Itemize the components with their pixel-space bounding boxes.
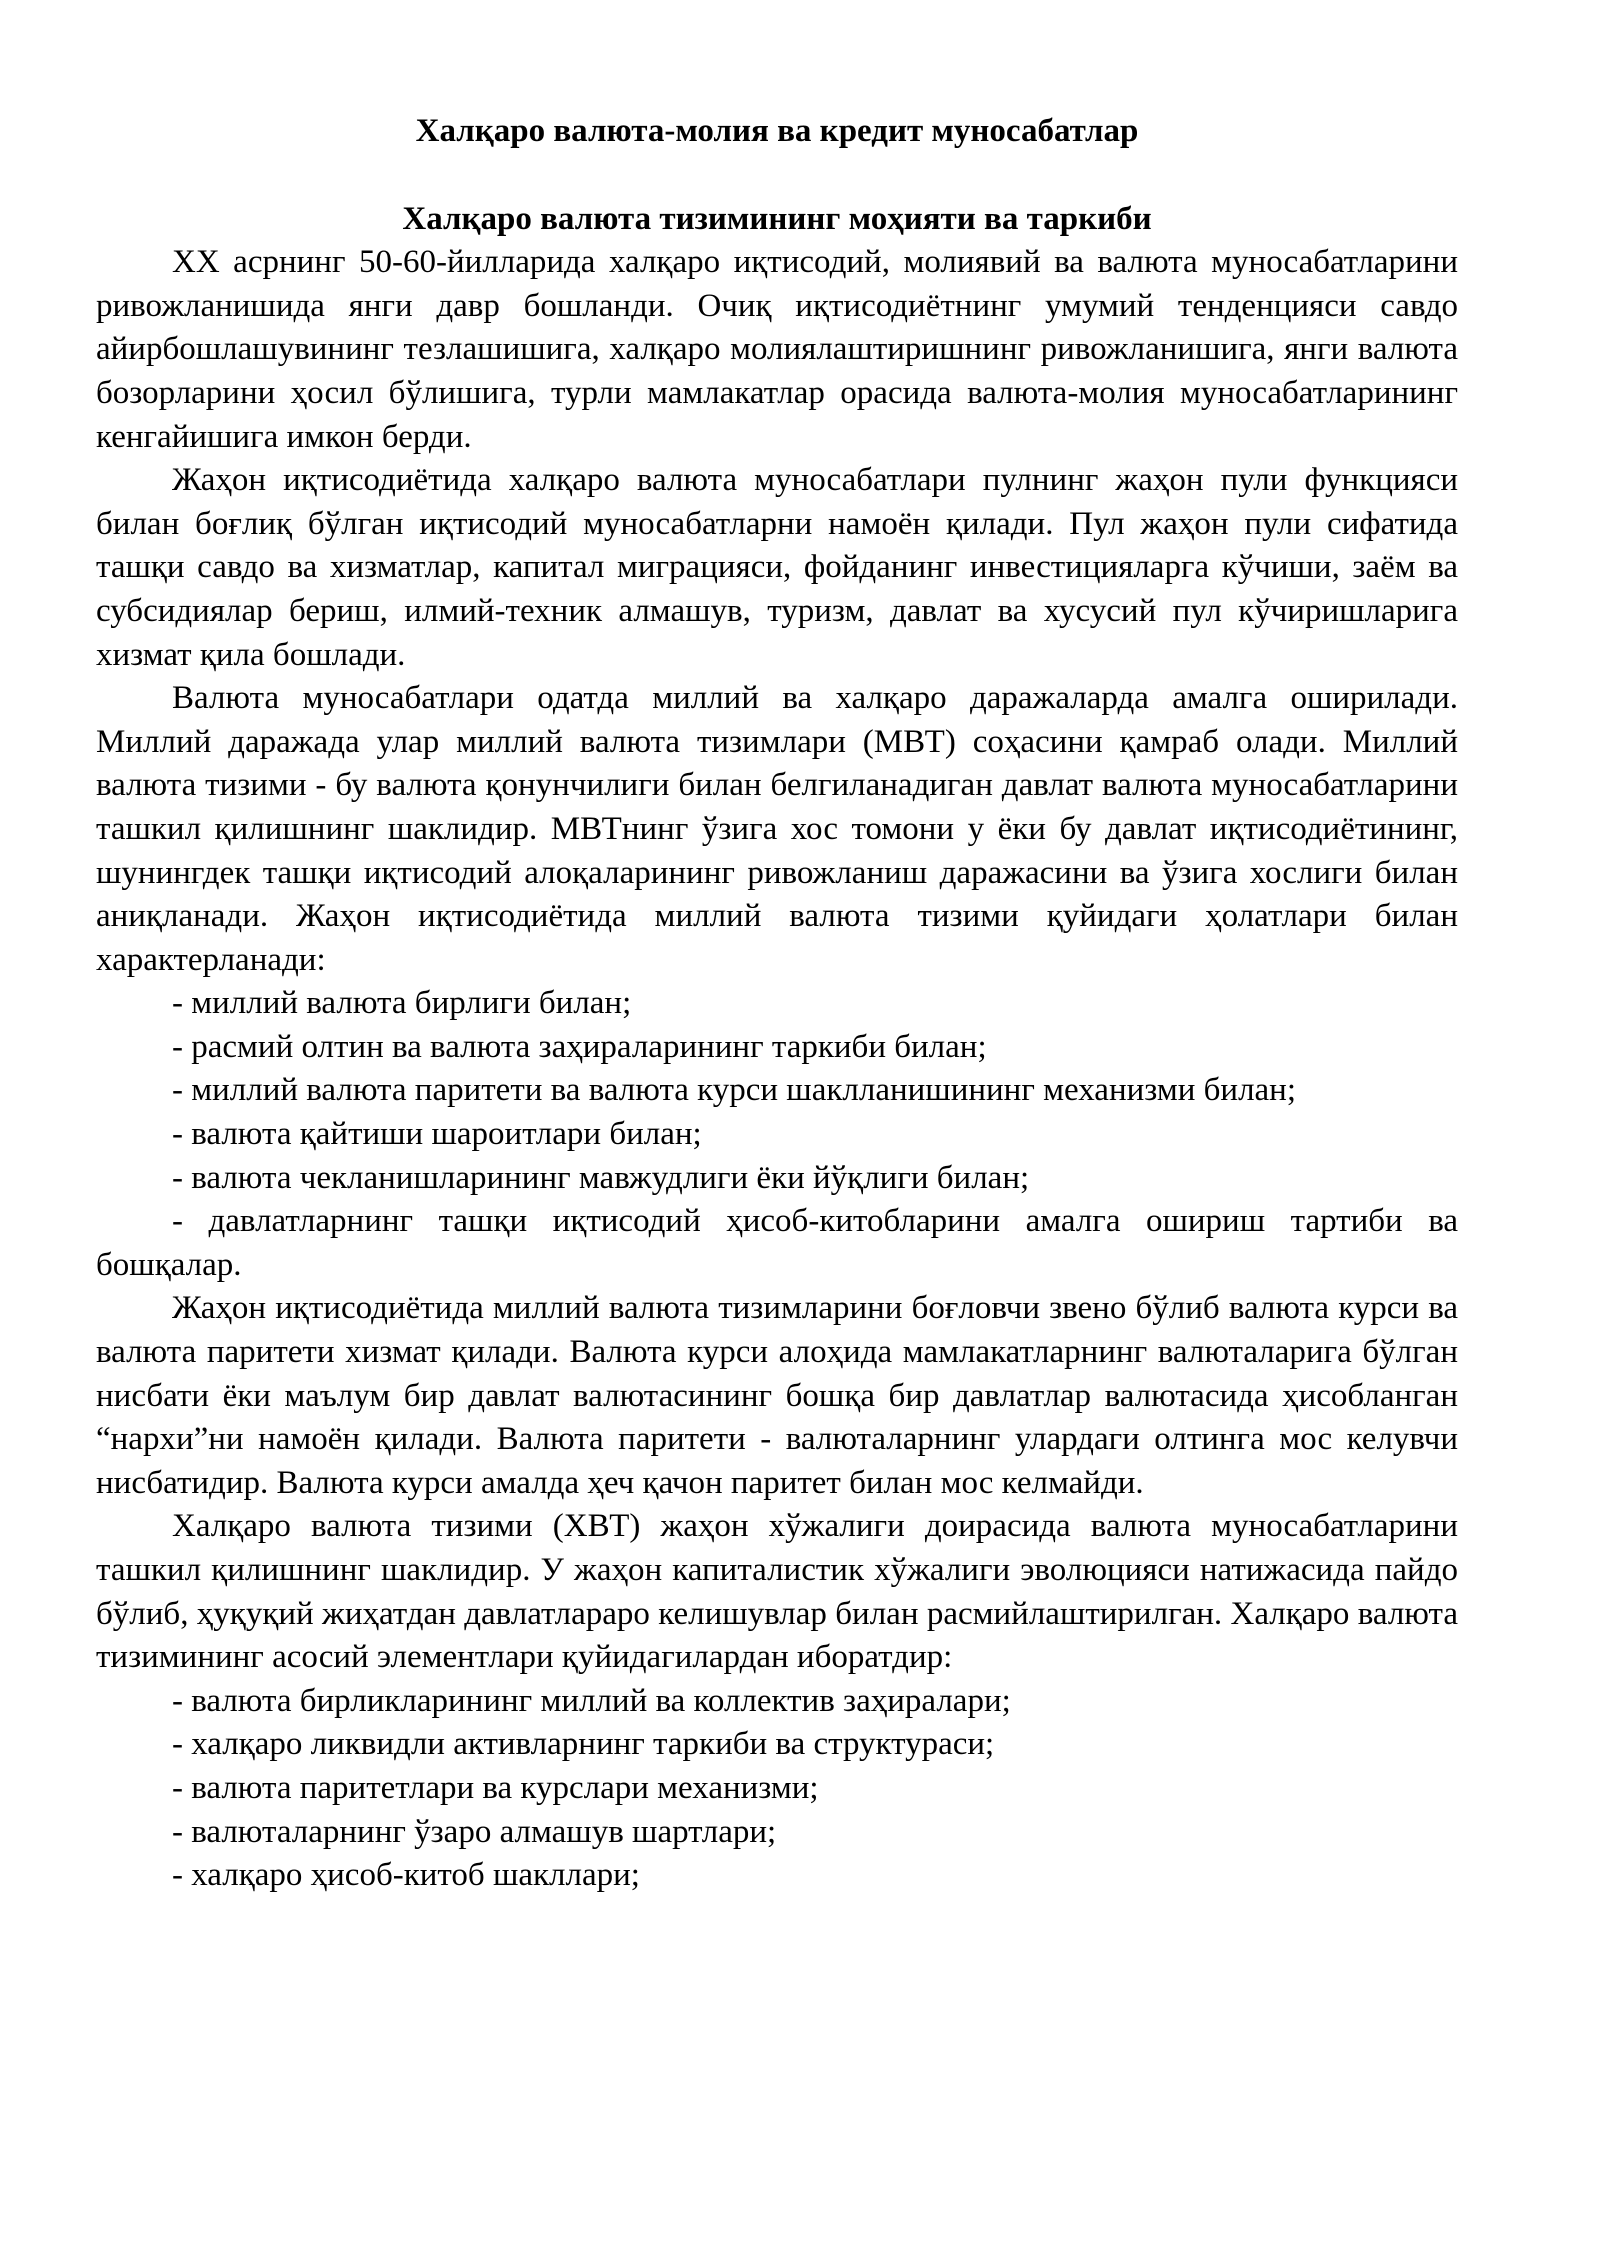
paragraph: XX асрнинг 50-60-йилларида халқаро иқтисодий, молиявий ва валюта муносабатларини ривожланишида янги давр бошланди. Очиқ иқтисодиётнинг умумий тенденцияси савдо айирбошлашувининг тезлашишига, халқаро молиялаштиришнинг ривожланишига, янги валюта бозорларини ҳосил бўлишига, турли мамлакатлар орасида валюта-молия муносабатларининг кенгайишига имкон берди.	[96, 244, 1458, 455]
list-item: - халқаро ҳисоб-китоб шакллари;	[172, 1857, 640, 1894]
list-item: - валюта қайтиши шароитлари билан;	[172, 1116, 702, 1153]
document-body	[96, 110, 1458, 1898]
document-title: Халқаро валюта-молия ва кредит муносабатлар	[415, 113, 1139, 149]
list-item: - валюта чекланишларининг мавжудлиги ёки йўқлиги билан;	[172, 1159, 1030, 1196]
list-item: - расмий олтин ва валюта заҳираларининг таркиби билан;	[172, 1028, 987, 1065]
paragraph: Жаҳон иқтисодиётида миллий валюта тизимларини боғловчи звено бўлиб валюта курси ва валюта паритети хизмат қилади. Валюта курси алоҳида мамлакатларнинг валюталарига бўлган нисбати ёки маълум бир давлат валютасининг бошқа бир давлатлар валютасида ҳисобланган “нархи”ни намоён қилади. Валюта паритети - валюталарнинг улардаги олтинга мос келувчи нисбатидир. Валюта курси амалда ҳеч қачон паритет билан мос келмайди.	[96, 1290, 1458, 1501]
list-item: - валюталарнинг ўзаро алмашув шартлари;	[172, 1813, 777, 1850]
paragraph: Халқаро валюта тизими (ХВТ) жаҳон хўжалиги доирасида валюта муносабатларини ташкил қилишнинг шаклидир. У жаҳон капиталистик хўжалиги эволюцияси натижасида пайдо бўлиб, ҳуқуқий жиҳатдан давлатлараро келишувлар билан расмийлаштирилган. Халқаро валюта тизимининг асосий элементлари қуйидагилардан иборатдир:	[96, 1508, 1458, 1676]
list-item: - давлатларнинг ташқи иқтисодий ҳисоб-китобларини амалга ошириш тартиби ва бошқалар.	[96, 1203, 1458, 1283]
list-item: - миллий валюта бирлиги билан;	[172, 985, 632, 1022]
list-item: - валюта паритетлари ва курслари механизми;	[172, 1769, 819, 1806]
section-title: Халқаро валюта тизимининг моҳияти ва таркиби	[402, 200, 1152, 237]
paragraph: Жаҳон иқтисодиётида халқаро валюта муносабатлари пулнинг жаҳон пули функцияси билан боғлиқ бўлган иқтисодий муносабатларни намоён қилади. Пул жаҳон пули сифатида ташқи савдо ва хизматлар, капитал миграцияси, фойданинг инвестицияларга кўчиши, заём ва субсидиялар бериш, илмий-техник алмашув, туризм, давлат ва хусусий пул кўчиришларига хизмат қила бошлади.	[96, 462, 1458, 673]
paragraph: Валюта муносабатлари одатда миллий ва халқаро даражаларда амалга оширилади. Миллий даражада улар миллий валюта тизимлари (МВТ) соҳасини қамраб олади. Миллий валюта тизими - бу валюта қонунчилиги билан белгиланадиган давлат валюта муносабатларини ташкил қилишнинг шаклидир. МВТнинг ўзига хос томони у ёки бу давлат иқтисодиётининг, шунингдек ташқи иқтисодий алоқаларининг ривожланиш даражасини ва ўзига хослиги билан аниқланади. Жаҳон иқтисодиётида миллий валюта тизими қуйидаги ҳолатлари билан характерланади:	[96, 680, 1458, 978]
list-item: - миллий валюта паритети ва валюта курси шаклланишининг механизми билан;	[172, 1072, 1297, 1109]
list-item: - валюта бирликларининг миллий ва коллектив заҳиралари;	[172, 1682, 1011, 1719]
list-item: - халқаро ликвидли активларнинг таркиби ва структураси;	[172, 1726, 995, 1763]
